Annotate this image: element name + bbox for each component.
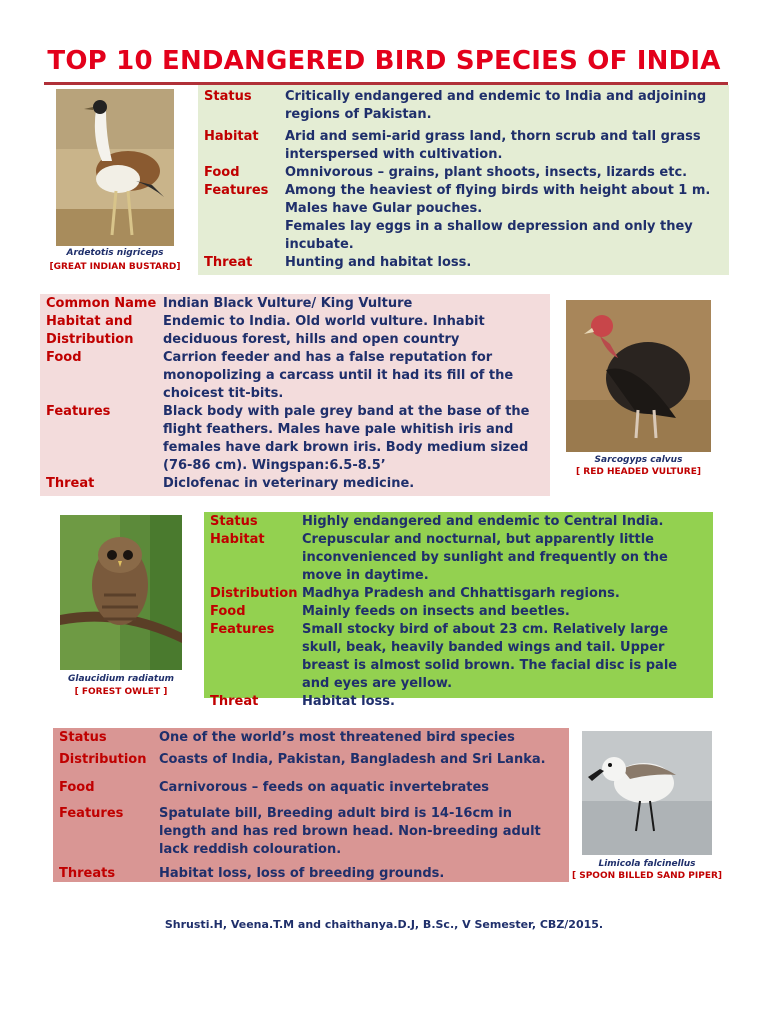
vulture-illustration [566,300,711,452]
bustard-row-food: Food Omnivorous – grains, plant shoots, insects, lizards etc. [204,165,688,180]
vulture-row-food: Food Carrion feeder and has a false reputation for monopolizing a carcass until it had its fill of the choicest tit-bits. [46,350,514,401]
sandpiper-row-food: Food Carnivorous – feeds on aquatic invertebrates [59,780,490,795]
owlet-info-panel [204,512,713,709]
owlet-row-habitat: Habitat Crepuscular and nocturnal, but apparently little inconvenienced by sunlight and frequently on the move in daytime. [210,532,668,583]
sandpiper-info-panel [53,728,569,882]
bustard-illustration [56,89,174,246]
vulture-row-common-name: Common Name Indian Black Vulture/ King Vulture [46,296,413,311]
sandpiper-row-features: Features Spatulate bill, Breeding adult bird is 14-16cm in length and has red brown head. Non-breeding adult lack reddish colouration. [59,806,541,857]
bustard-row-features-2: Males have Gular pouches. [285,201,483,216]
bustard-common-name: [GREAT INDIAN BUSTARD] [49,262,181,272]
bustard-row-features-3: Females lay eggs in a shallow depression and only they incubate. [285,219,693,252]
vulture-info-panel [40,294,550,496]
sandpiper-row-threats: Threats Habitat loss, loss of breeding grounds. [59,866,445,881]
bustard-scientific-name: Ardetotis nigriceps [66,248,164,258]
vulture-row-threat: Threat Diclofenac in veterinary medicine. [46,476,415,491]
bustard-info-panel [198,85,729,275]
vulture-row-features: Features Black body with pale grey band at the base of the flight feathers. Males have pale whitish iris and females have dark brown iris. Body medium sized (76-86 cm). Wingspan:6.5-8.5’ [46,404,530,473]
owlet-scientific-name: Glaucidium radiatum [67,674,175,684]
owlet-row-distribution: Distribution Madhya Pradesh and Chhattisgarh regions. [210,586,620,601]
bustard-row-features: Features Among the heaviest of flying birds with height about 1 m. [204,183,711,198]
authors-footer: Shrusti.H, Veena.T.M and chaithanya.D.J, B.Sc., V Semester, CBZ/2015. [164,918,604,931]
sandpiper-scientific-name: Limicola falcinellus [598,859,696,869]
owlet-illustration [60,515,182,670]
bustard-row-status: Status Critically endangered and endemic to India and adjoining regions of Pakistan. [204,89,707,122]
sandpiper-common-name: [ SPOON BILLED SAND PIPER] [571,871,723,881]
bustard-row-habitat: Habitat Arid and semi-arid grass land, thorn scrub and tall grass interspersed with cultivation. [204,129,701,162]
vulture-row-habitat: Habitat and Distribution Endemic to India. Old world vulture. Inhabit deciduous forest, hills and open country [46,314,485,347]
owlet-row-food: Food Mainly feeds on insects and beetles. [210,604,570,619]
owlet-row-threat: Threat Habitat loss. [210,694,395,709]
bustard-row-threat: Threat Hunting and habitat loss. [204,255,472,270]
great-indian-bustard-photo [56,89,174,246]
red-headed-vulture-photo [566,300,711,452]
forest-owlet-photo [60,515,182,670]
vulture-scientific-name: Sarcogyps calvus [594,455,683,465]
sandpiper-row-status: Status One of the world’s most threatened bird species [59,730,515,745]
owlet-row-features: Features Small stocky bird of about 23 cm. Relatively large skull, beak, heavily banded wings and tail. Upper breast is almost solid brown. The facial disc is pale and eyes are yellow. [210,622,678,691]
owlet-row-status: Status Highly endangered and endemic to Central India. [210,514,664,529]
sandpiper-illustration [582,731,712,855]
vulture-common-name: [ RED HEADED VULTURE] [576,467,701,477]
owlet-common-name: [ FOREST OWLET ] [74,687,168,697]
sandpiper-row-distribution: Distribution Coasts of India, Pakistan, Bangladesh and Sri Lanka. [59,752,546,767]
spoon-billed-sandpiper-photo [582,731,712,855]
page-title: TOP 10 ENDANGERED BIRD SPECIES OF INDIA [47,46,721,76]
